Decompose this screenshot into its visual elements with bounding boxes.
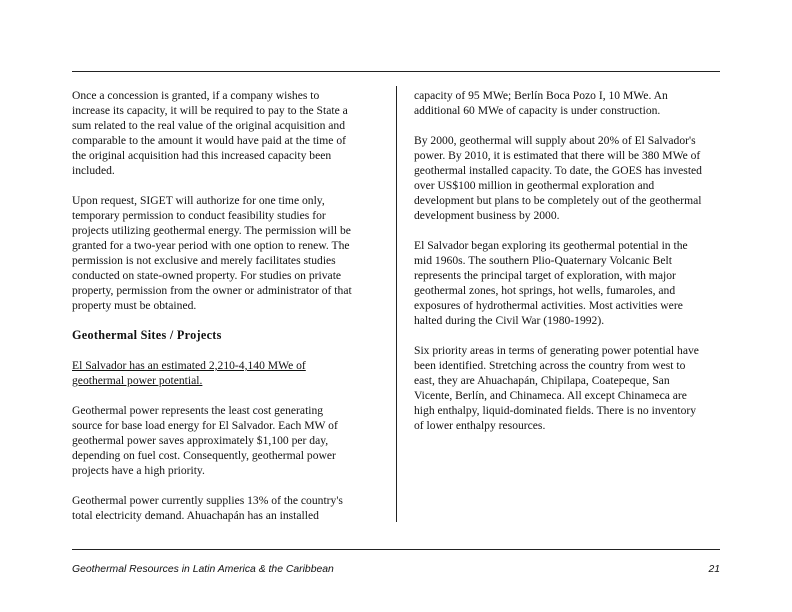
footer-title: Geothermal Resources in Latin America & the Caribbean bbox=[72, 564, 334, 575]
left-paragraph-concession: Once a concession is granted, if a company wishes to increase its capacity, it will be required to pay to the State a sum related to the real value of the original acquisition and comparable to the amount it would have paid at the time of the original acquisition had this increased capacity been included. bbox=[72, 89, 348, 177]
left-paragraph-potential: El Salvador has an estimated 2,210-4,140 MWe of geothermal power potential. bbox=[72, 359, 306, 387]
right-paragraph-exploration: El Salvador began exploring its geothermal potential in the mid 1960s. The southern Plio-Quaternary Volcanic Belt represents the principal target of exploration, with major geothermal zones, hot springs, hot wells, fumaroles, and exposures of hydrothermal activities. Most activities were halted during the Civil War (1980-1992). bbox=[414, 239, 688, 327]
footer-rule bbox=[72, 549, 720, 550]
left-paragraph-permission: Upon request, SIGET will authorize for one time only, temporary permission to conduct feasibility studies for projects utilizing geothermal energy. The permission will be granted for a two-year period with one option to renew. The permission is not exclusive and merely facilitates studies conducted on state-owned property. For studies on private property, permission from the owner or administrator of that property must be obtained. bbox=[72, 194, 352, 312]
right-paragraph-priority-areas: Six priority areas in terms of generating power potential have been identified. Stretching across the country from west to east, they are Ahuachapán, Chipilapa, Coatepeque, San Vicente, Berlín, and Chinameca. All except Chinameca are high enthalpy, liquid-dominated fields. There is no inventory of lower enthalpy resources. bbox=[414, 344, 699, 432]
left-paragraph-least-cost: Geothermal power represents the least cost generating source for base load energy for El Salvador. Each MW of geothermal power saves approximately $1,100 per day, depending on fuel cost. Consequently, geothermal power projects have a high priority. bbox=[72, 404, 338, 477]
page-number: 21 bbox=[708, 564, 720, 575]
column-divider bbox=[396, 86, 397, 522]
left-paragraph-supply: Geothermal power currently supplies 13% of the country's total electricity demand. Ahuachapán has an installed bbox=[72, 494, 343, 522]
header-rule bbox=[72, 71, 720, 72]
right-paragraph-capacity: capacity of 95 MWe; Berlín Boca Pozo I, 10 MWe. An additional 60 MWe of capacity is under construction. bbox=[414, 89, 668, 117]
right-column bbox=[414, 88, 704, 448]
left-column bbox=[72, 88, 354, 538]
section-heading: Geothermal Sites / Projects bbox=[72, 328, 222, 342]
right-paragraph-2000: By 2000, geothermal will supply about 20% of El Salvador's power. By 2010, it is estimated that there will be 380 MWe of geothermal installed capacity. To date, the GOES has invested over US$100 million in geothermal exploration and development but plans to be completely out of the geothermal development business by 2000. bbox=[414, 134, 702, 222]
